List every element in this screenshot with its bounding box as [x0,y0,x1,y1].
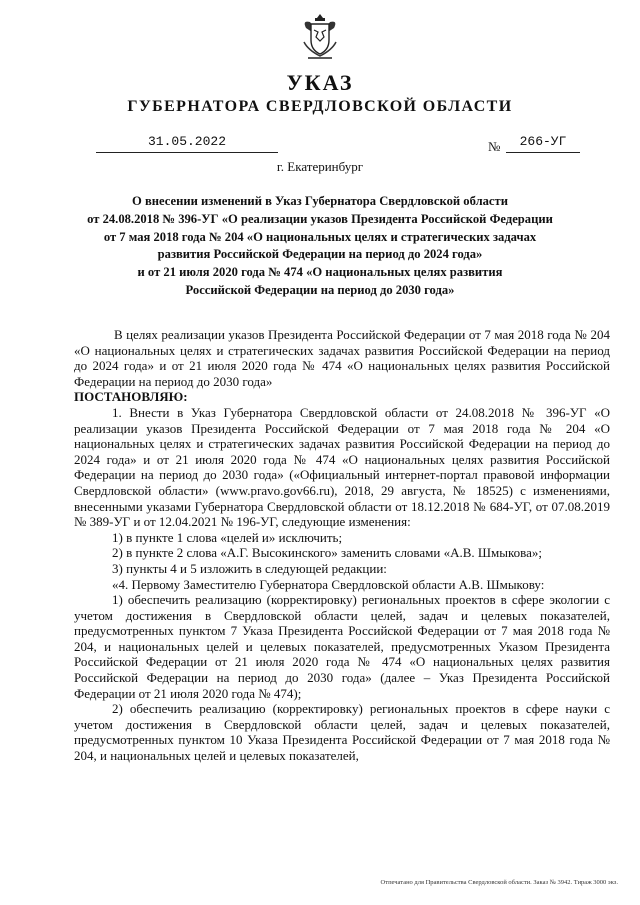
quoted-point-4: «4. Первому Заместителю Губернатора Свердловской области А.В. Шмыкову: [112,576,545,592]
list-item: 3) пункты 4 и 5 изложить в следующей редакции: [112,560,387,576]
city: г. Екатеринбург [276,159,364,174]
coat-of-arms-icon [300,12,340,62]
decree-number: 266-УГ [506,134,580,153]
decree-heading [60,193,580,300]
decree-word: ПОСТАНОВЛЯЮ: [74,389,188,405]
issuer-title: ГУБЕРНАТОРА СВЕРДЛОВСКОЙ ОБЛАСТИ [127,98,513,115]
number-label: № [488,139,501,154]
subitem-1: 1) обеспечить реализацию (корректировку) региональных проектов в сфере экологии с учетом достижения в Свердловской области целей, задач и целевых показателей, предусмотренных пунктом 7 Указа Президента Российской Федерации от 7 мая 2018 года № 204, и национальных целей и целевых показателей, предусмотренных Указом Президента Российской Федерации от 21 июля 2020 года № 474 «О национальных целях развития Российской Федерации на период до 2030 года» (далее – Указ Президента Российской Федерации от 21 июля 2020 года № 474); [74,592,610,701]
list-item: 2) в пункте 2 слова «А.Г. Высокинского» заменить словами «А.В. Шмыкова»; [112,545,542,561]
decree-date: 31.05.2022 [96,134,278,153]
heading-line: от 7 мая 2018 года № 204 «О национальных целях и стратегических задачах [103,229,537,244]
heading-line: от 24.08.2018 № 396-УГ «О реализации указов Президента Российской Федерации [87,211,553,226]
heading-line: развития Российской Федерации на период до 2024 года» [157,247,483,262]
paragraph-1: 1. Внести в Указ Губернатора Свердловской области от 24.08.2018 № 396-УГ «О реализации указов Президента Российской Федерации от 7 мая 2018 года № 204 «О национальных целях и стратегических задачах развития Российской Федерации на период до 2024 года» и от 21 июля 2020 года № 474 «О национальных целях развития Российской Федерации на период до 2030 года» («Официальный интернет-портал правовой информации Свердловской области» (www.pravo.gov66.ru), 2018, 29 августа, № 18525) с изменениями, внесенными указами Губернатора Свердловской области от 18.12.2018 № 684-УГ, от 07.08.2019 № 389-УГ и от 12.04.2021 № 196-УГ, следующие изменения: [74,404,610,530]
decree-body [74,327,610,764]
heading-line: Российской Федерации на период до 2030 года» [185,282,455,297]
heading-line: и от 21 июля 2020 года № 474 «О национальных целях развития [137,265,503,280]
print-footer: Отпечатано для Правительства Свердловской области. Заказ № 3942. Тираж 3000 экз. [380,879,618,886]
list-item: 1) в пункте 1 слова «целей и» исключить; [112,529,343,545]
heading-line: О внесении изменений в Указ Губернатора Свердловской области [132,194,508,208]
document-type-title: УКАЗ [286,70,354,95]
subitem-2: 2) обеспечить реализацию (корректировку) региональных проектов в сфере науки с учетом достижения в Свердловской области целей, задач и целевых показателей, предусмотренных пунктом 10 Указа Президента Российской Федерации от 7 мая 2018 года № 204, и национальных целей и целевых показателей, [74,701,610,764]
preamble: В целях реализации указов Президента Российской Федерации от 7 мая 2018 года № 204 «О национальных целях и стратегических задачах развития Российской Федерации на период до 2024 года» и от 21 июля 2020 года № 474 «О национальных целях развития Российской Федерации на период до 2030 года» [74,327,610,389]
